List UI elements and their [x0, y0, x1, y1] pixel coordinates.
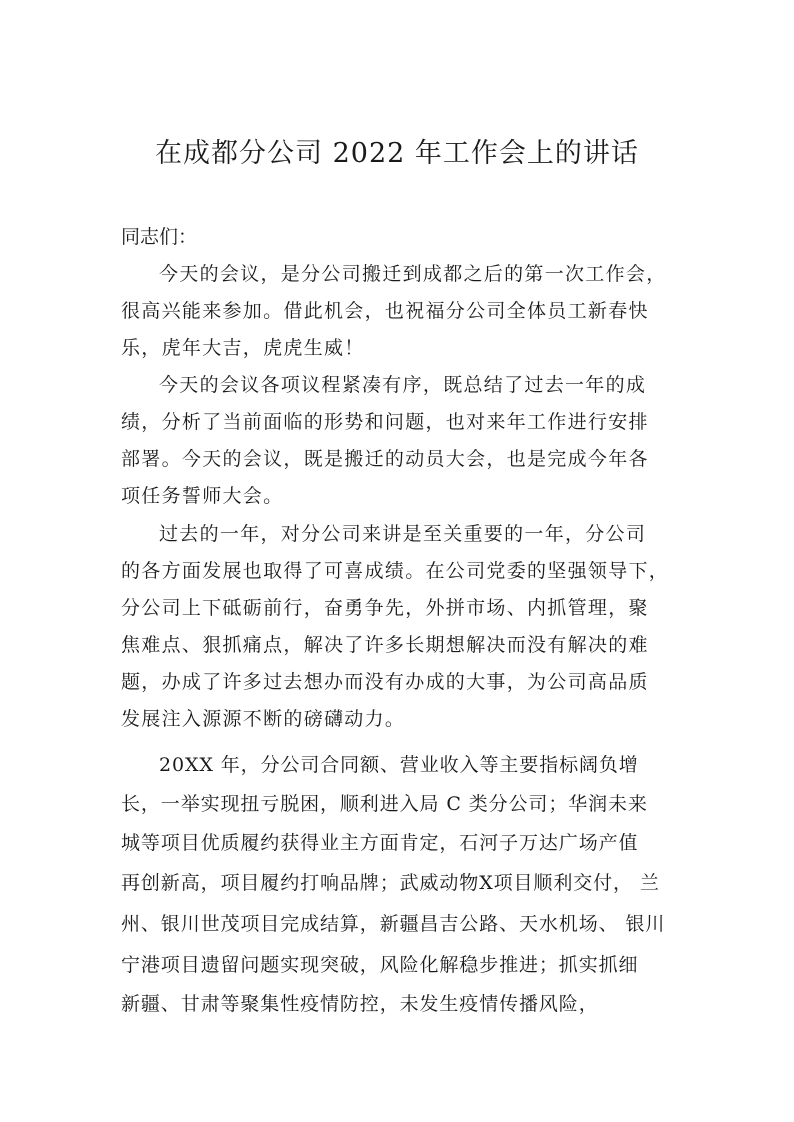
paragraph-line: 20XX 年，分公司合同额、营业收入等主要指标阔负增	[159, 754, 639, 776]
paragraph-line: 绩，分析了当前面临的形势和问题，也对来年工作进行安排	[121, 411, 649, 433]
paragraph-line: 宁港项目遗留问题实现突破，风险化解稳步推进；抓实抓细	[121, 954, 639, 976]
paragraph-line: 分公司上下砥砺前行，奋勇争先，外拼市场、内抓管理，聚	[121, 597, 649, 619]
paragraph-line: 项任务誓师大会。	[121, 485, 284, 507]
paragraph-line: 新疆、甘肃等聚集性疫情防控，未发生疫情传播风险，	[121, 993, 599, 1015]
paragraph-line: 再创新高，项目履约打响品牌；武威动物X项目顺利交付， 兰	[121, 872, 660, 894]
salutation: 同志们：	[121, 226, 198, 248]
paragraph-line: 今天的会议各项议程紧凑有序，既总结了过去一年的成	[159, 374, 647, 396]
paragraph-line: 焦难点、狠抓痛点，解决了许多长期想解决而没有解决的难	[121, 634, 649, 656]
paragraph-line: 乐，虎年大吉，虎虎生威！	[121, 337, 365, 359]
paragraph-line: 的各方面发展也取得了可喜成绩。在公司党委的坚强领导下，	[121, 560, 670, 582]
paragraph-line: 长，一举实现扭亏脱困，顺利进入局 C 类分公司；华润未来	[121, 793, 648, 815]
paragraph-line: 发展注入源源不断的磅礴动力。	[121, 708, 406, 730]
paragraph-line: 部署。今天的会议，既是搬迁的动员大会，也是完成今年各	[121, 448, 649, 470]
paragraph-line: 过去的一年，对分公司来讲是至关重要的一年，分公司	[159, 523, 647, 545]
paragraph-line: 城等项目优质履约获得业主方面肯定，石河子万达广场产值	[121, 832, 639, 854]
document-title: 在成都分公司 2022 年工作会上的讲话	[155, 138, 639, 169]
paragraph-line: 题，办成了许多过去想办而没有办成的大事，为公司高品质	[121, 671, 649, 693]
paragraph-line: 今天的会议，是分公司搬迁到成都之后的第一次工作会，	[159, 263, 667, 285]
paragraph-line: 很高兴能来参加。借此机会，也祝福分公司全体员工新春快	[121, 300, 649, 322]
paragraph-line: 州、银川世茂项目完成结算，新疆昌吉公路、天水机场、 银川	[121, 913, 666, 935]
